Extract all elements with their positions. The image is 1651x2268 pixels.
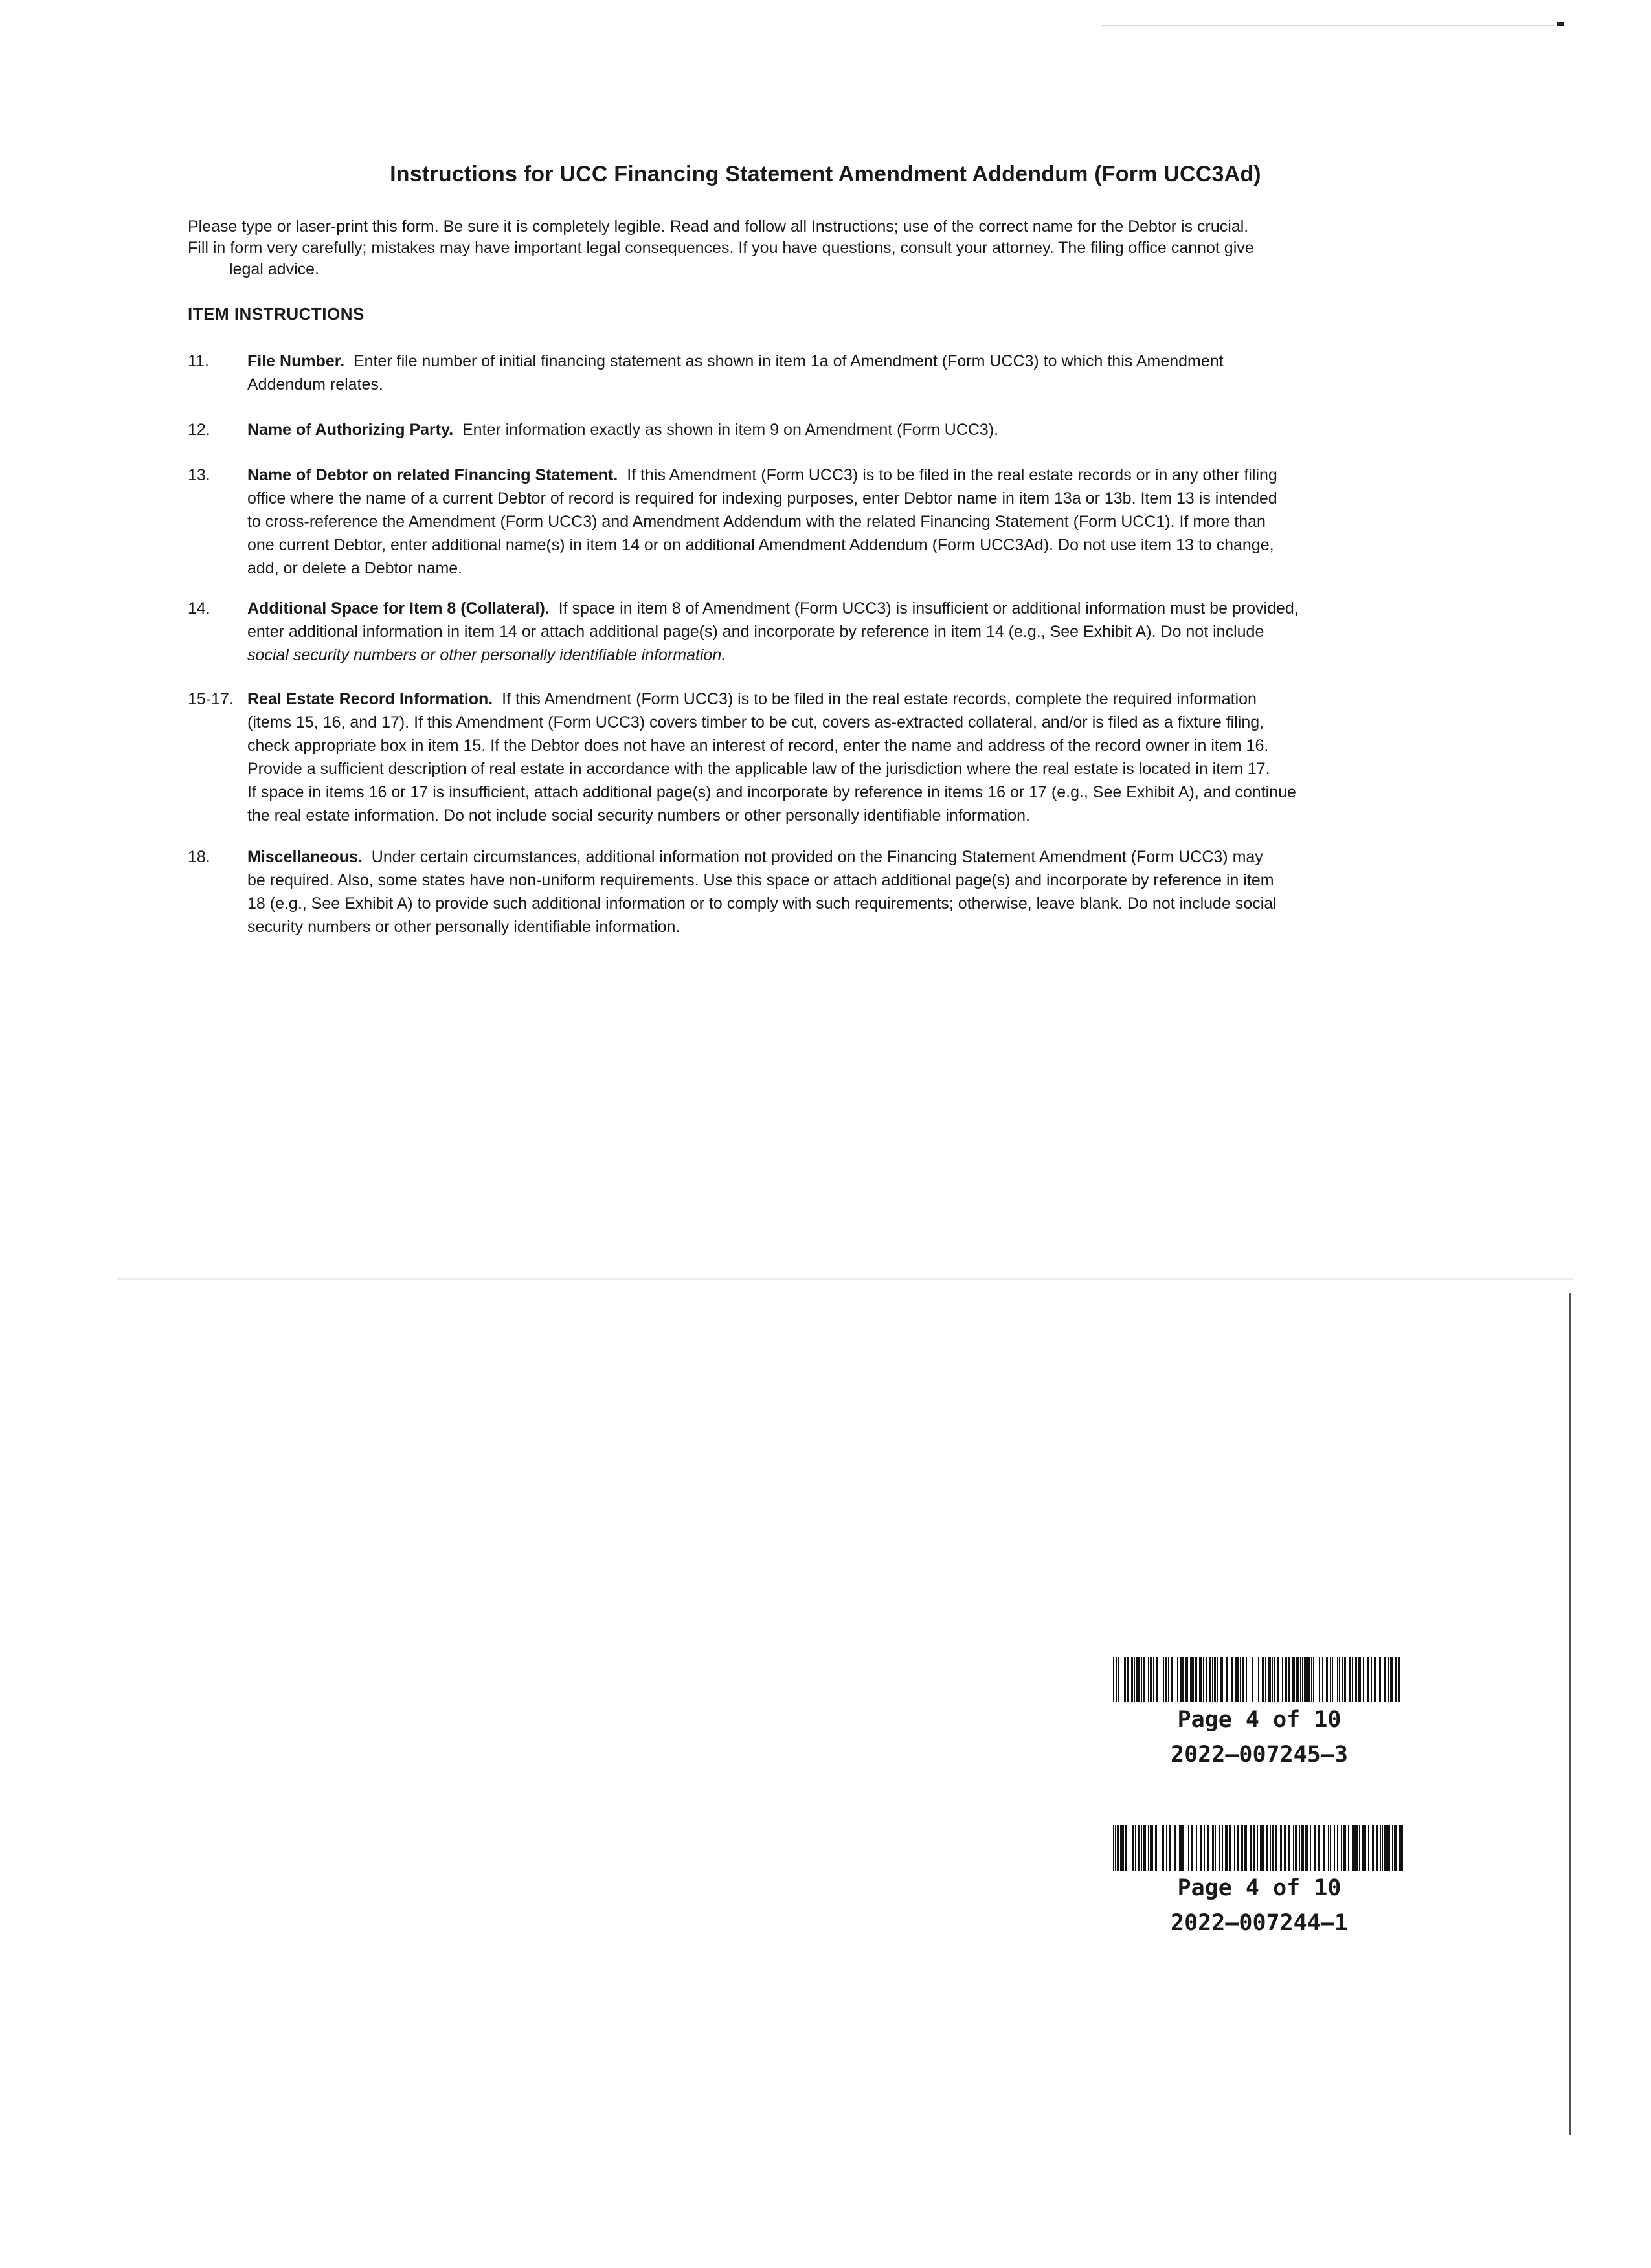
item-line: social security numbers or other personally identifiable information. [247, 646, 726, 664]
scan-artifact-right-edge [1569, 1293, 1571, 2135]
stamp-document-number: 2022–007244–1 [1171, 1910, 1348, 1936]
item-number: 11. [188, 352, 209, 370]
recording-stamp-1 [1110, 1657, 1408, 1772]
instruction-item-15-17 [188, 687, 1450, 827]
item-heading: Real Estate Record Information. [247, 690, 493, 708]
item-number: 18. [188, 848, 210, 866]
intro-paragraph [188, 216, 1450, 280]
item-text: Under certain circumstances, additional information not provided on the Financing Statement Amendment (Form UCC3) may [371, 848, 1263, 866]
item-line: the real estate information. Do not include social security numbers or other personally identifiable information. [247, 806, 1030, 825]
barcode-image [1110, 1825, 1408, 1871]
item-line [247, 597, 1450, 620]
item-line: add, or delete a Debtor name. [247, 559, 463, 577]
item-line: enter additional information in item 14 or attach additional page(s) and incorporate by reference in item 14 (e.g., See Exhibit A). Do not include [247, 623, 1264, 641]
item-body [247, 463, 1450, 580]
item-text: If this Amendment (Form UCC3) is to be filed in the real estate records or in any other filing [627, 466, 1277, 484]
item-line: (items 15, 16, and 17). If this Amendment (Form UCC3) covers timber to be cut, covers as-extracted collateral, and/or is filed as a fixture filing, [247, 713, 1264, 731]
item-heading: Additional Space for Item 8 (Collateral). [247, 599, 550, 617]
item-number: 14. [188, 599, 210, 617]
scan-artifact-middle-line [117, 1278, 1573, 1280]
intro-line: legal advice. [229, 260, 319, 278]
item-text: If space in item 8 of Amendment (Form UCC3) is insufficient or additional information must be provided, [558, 599, 1299, 617]
page-title: Instructions for UCC Financing Statement Amendment Addendum (Form UCC3Ad) [390, 162, 1261, 186]
item-line [247, 845, 1450, 869]
stamp-page-number: Page 4 of 10 [1177, 1875, 1342, 1901]
item-number: 15-17. [188, 690, 234, 708]
item-text: Enter file number of initial financing statement as shown in item 1a of Amendment (Form UCC3) to which this Amendment [353, 352, 1224, 370]
instruction-item-14 [188, 597, 1450, 667]
item-line: office where the name of a current Debtor of record is required for indexing purposes, enter Debtor name in item 13a or 13b. Item 13 is intended [247, 489, 1277, 507]
item-line: Provide a sufficient description of real estate in accordance with the applicable law of the jurisdiction where the real estate is located in item 17. [247, 760, 1270, 778]
item-body [247, 845, 1450, 939]
item-heading: Name of Debtor on related Financing Statement. [247, 466, 618, 484]
item-line: security numbers or other personally identifiable information. [247, 918, 680, 936]
instruction-item-13 [188, 463, 1450, 580]
item-body [247, 687, 1450, 827]
stamp-document-number: 2022–007245–3 [1171, 1742, 1348, 1768]
item-line: check appropriate box in item 15. If the Debtor does not have an interest of record, enter the name and address of the record owner in item 16. [247, 737, 1269, 755]
item-line [247, 687, 1450, 711]
item-line: be required. Also, some states have non-uniform requirements. Use this space or attach additional page(s) and incorporate by reference in item [247, 871, 1274, 889]
recording-stamp-2 [1110, 1825, 1408, 1940]
item-body [247, 350, 1450, 396]
scan-artifact-top-mark [1557, 22, 1564, 26]
item-heading: Name of Authorizing Party. [247, 421, 454, 439]
item-number: 12. [188, 421, 210, 439]
scan-artifact-top-line [1101, 25, 1554, 26]
item-line [247, 350, 1450, 373]
item-heading: Miscellaneous. [247, 848, 363, 866]
intro-line: Please type or laser-print this form. Be sure it is completely legible. Read and follow all Instructions; use of the correct name for the Debtor is crucial. [188, 217, 1249, 236]
item-text: Enter information exactly as shown in item 9 on Amendment (Form UCC3). [462, 421, 999, 439]
instruction-item-11 [188, 350, 1450, 396]
item-line: to cross-reference the Amendment (Form UCC3) and Amendment Addendum with the related Financing Statement (Form UCC1). If more than [247, 513, 1266, 531]
intro-line: Fill in form very carefully; mistakes may have important legal consequences. If you have questions, consult your attorney. The filing office cannot give [188, 239, 1254, 257]
item-text: If this Amendment (Form UCC3) is to be filed in the real estate records, complete the required information [502, 690, 1257, 708]
barcode-image [1110, 1657, 1408, 1702]
instruction-item-12 [188, 418, 1450, 441]
item-line: one current Debtor, enter additional name(s) in item 14 or on additional Amendment Addendum (Form UCC3Ad). Do not use item 13 to change, [247, 536, 1274, 554]
item-line: 18 (e.g., See Exhibit A) to provide such additional information or to comply with such requirements; otherwise, leave blank. Do not include social [247, 895, 1277, 913]
item-heading: File Number. [247, 352, 345, 370]
instruction-item-18 [188, 845, 1450, 939]
item-number: 13. [188, 466, 210, 484]
item-line: Addendum relates. [247, 375, 383, 394]
item-body [247, 418, 1450, 441]
item-line [247, 418, 1450, 441]
item-line [247, 463, 1450, 487]
item-line: If space in items 16 or 17 is insufficient, attach additional page(s) and incorporate by reference in items 16 or 17 (e.g., See Exhibit A), and continue [247, 783, 1296, 801]
stamp-page-number: Page 4 of 10 [1177, 1707, 1342, 1733]
section-heading: ITEM INSTRUCTIONS [188, 304, 365, 324]
item-body [247, 597, 1450, 667]
